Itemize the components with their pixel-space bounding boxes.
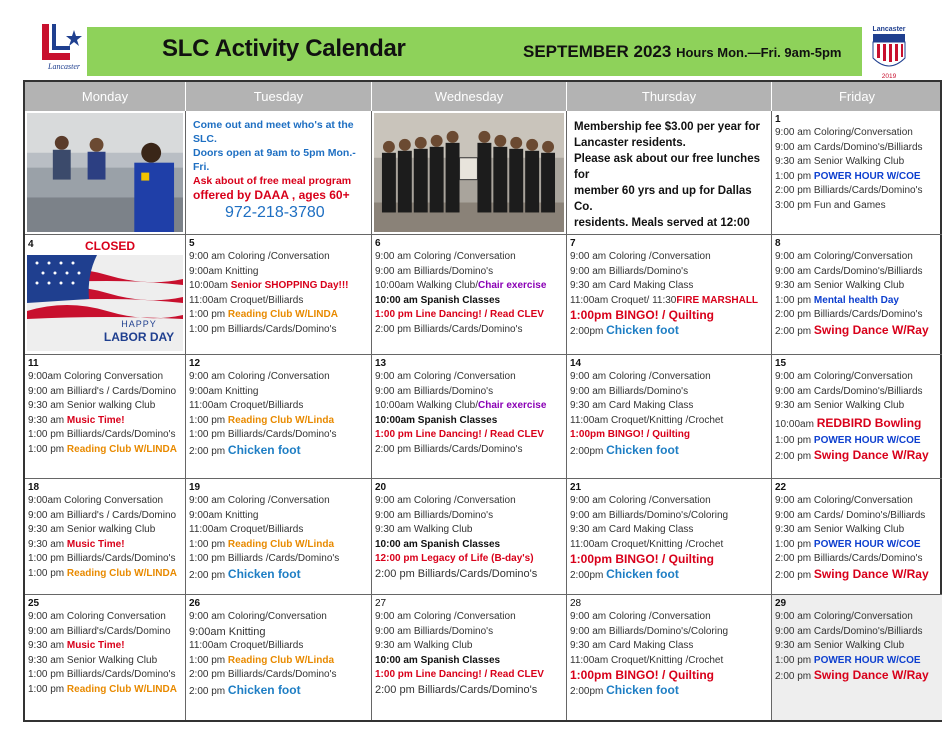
month-label: SEPTEMBER 2023 Hours Mon.—Fri. 9am-5pm <box>523 42 842 61</box>
phone-number: 972-218-3780 <box>225 204 325 221</box>
day-number: 4 <box>28 239 34 250</box>
photo-cell-kitchen <box>25 111 186 235</box>
day-cell-18: 18 9:00am Coloring Conversation 9:00 am Billiard's / Cards/Domino 9:30 am Senior walking Club 9:30 am Music Time! 1:00 pm Billiards/Cards/Domino's 1:00 pm Reading Club W/LINDA <box>25 479 186 595</box>
day-cell-1: 1 9:00 am Coloring/Conversation 9:00 am Cards/Domino's/Billiards 9:30 am Senior Walking Club 1:00 pm POWER HOUR W/COE 2:00 pm Billiards/Cards/Domino's 3:00 pm Fun and Games <box>772 111 942 235</box>
day-cell-19: 19 9:00 am Coloring /Conversation 9:00am Knitting 11:00am Croquet/Billiards 1:00 pm Reading Club W/Linda 1:00 pm Billiards /Cards/Domino's 2:00 pm Chicken foot <box>186 479 372 595</box>
day-number: 5 <box>189 238 195 249</box>
day-cell-27: 27 9:00 am Coloring /Conversation 9:00 am Billiards/Domino's 9:30 am Walking Club 10:00 am Spanish Classes 1:00 pm Line Dancing! / Read CLEV 2:00 pm Billiards/Cards/Domino's <box>372 595 567 720</box>
day-number: 26 <box>189 598 201 609</box>
day-number: 1 <box>775 114 781 125</box>
weekday-wednesday: Wednesday <box>372 82 567 111</box>
day-number: 15 <box>775 358 787 369</box>
title-bar <box>87 27 862 76</box>
labor-day-flag-icon <box>27 255 183 351</box>
svg-text:Lancaster: Lancaster <box>48 62 80 71</box>
svg-text:Lancaster: Lancaster <box>872 26 906 33</box>
day-cell-29: 29 9:00 am Coloring/Conversation 9:00 am Cards/Domino's/Billiards 9:30 am Senior Walking Club 1:00 pm POWER HOUR W/COE 2:00 pm Swing Dance W/Ray <box>772 595 942 720</box>
day-number: 20 <box>375 482 387 493</box>
day-cell-11: 11 9:00am Coloring Conversation 9:00 am Billiard's / Cards/Domino 9:30 am Senior walking Club 9:30 am Music Time! 1:00 pm Billiards/Cards/Domino's 1:00 pm Reading Club W/LINDA <box>25 355 186 479</box>
day-number: 22 <box>775 482 787 493</box>
calendar-grid <box>23 80 942 722</box>
tuesday-intro-cell: Come out and meet who's at the SLC. Doors open at 9am to 5pm Mon.- Fri. Ask about of free meal program offered by DAAA , ages 60+ 972-218-3780 <box>186 111 372 235</box>
day-number: 19 <box>189 482 201 493</box>
day-number: 11 <box>28 358 39 369</box>
kitchen-photo <box>27 113 183 232</box>
day-cell-22: 22 9:00 am Coloring/Conversation 9:00 am Cards/ Domino's/Billiards 9:30 am Senior Walking Club 1:00 pm POWER HOUR W/COE 2:00 pm Billiards/Cards/Domino's 2:00 pm Swing Dance W/Ray <box>772 479 942 595</box>
all-america-city-logo <box>866 24 912 80</box>
day-cell-7: 7 9:00 am Coloring /Conversation 9:00 am Billiards/Domino's 9:30 am Card Making Class 11:00am Croquet/ 11:30FIRE MARSHALL 1:00pm BINGO! / Quilting 2:00pm Chicken foot <box>567 235 772 355</box>
weekday-tuesday: Tuesday <box>186 82 372 111</box>
day-number: 18 <box>28 482 40 493</box>
day-cell-6: 6 9:00 am Coloring /Conversation 9:00 am Billiards/Domino's 10:00am Walking Club/Chair exercise 10:00 am Spanish Classes 1:00 pm Line Dancing! / Read CLEV 2:00 pm Billiards/Cards/Domino's <box>372 235 567 355</box>
day-cell-14: 14 9:00 am Coloring /Conversation 9:00 am Billiards/Domino's 9:30 am Card Making Class 11:00am Croquet/Knitting /Crochet 1:00pm BINGO! / Quilting 2:00pm Chicken foot <box>567 355 772 479</box>
day-cell-13: 13 9:00 am Coloring /Conversation 9:00 am Billiards/Domino's 10:00am Walking Club/Chair exercise 10:00am Spanish Classes 1:00 pm Line Dancing! / Read CLEV 2:00 pm Billiards/Cards/Domino's <box>372 355 567 479</box>
day-number: 8 <box>775 238 781 249</box>
svg-text:2019: 2019 <box>881 73 897 80</box>
day-cell-8: 8 9:00 am Coloring/Conversation 9:00 am Cards/Domino's/Billiards 9:30 am Senior Walking Club 1:00 pm Mental health Day 2:00 pm Billiards/Cards/Domino's 2:00 pm Swing Dance W/Ray <box>772 235 942 355</box>
day-number: 13 <box>375 358 387 369</box>
day-number: 28 <box>570 598 582 609</box>
day-cell-12: 12 9:00 am Coloring /Conversation 9:00am Knitting 11:00am Croquet/Billiards 1:00 pm Reading Club W/Linda 1:00 pm Billiards/Cards/Domino's 2:00 pm Chicken foot <box>186 355 372 479</box>
day-number: 21 <box>570 482 582 493</box>
svg-text:LABOR DAY: LABOR DAY <box>103 330 175 344</box>
svg-text:HAPPY: HAPPY <box>121 319 157 329</box>
group-photo <box>374 113 564 232</box>
day-cell-26: 26 9:00 am Coloring/Conversation 9:00am Knitting 11:00am Croquet/Billiards 1:00 pm Reading Club W/Linda 2:00 pm Billiards/Cards/Domino's 2:00 pm Chicken foot <box>186 595 372 720</box>
photo-cell-group <box>372 111 567 235</box>
day-number: 29 <box>775 598 787 609</box>
day-number: 25 <box>28 598 40 609</box>
day-cell-15: 15 9:00 am Coloring/Conversation 9:00 am Cards/Domino's/Billiards 9:30 am Senior Walking Club 10:00am REDBIRD Bowling 1:00 pm POWER HOUR W/COE 2:00 pm Swing Dance W/Ray <box>772 355 942 479</box>
lancaster-logo <box>38 22 90 78</box>
day-cell-28: 28 9:00 am Coloring /Conversation 9:00 am Billiards/Domino's/Coloring 9:30 am Card Making Class 11:00am Croquet/Knitting /Crochet 1:00pm BINGO! / Quilting 2:00pm Chicken foot <box>567 595 772 720</box>
closed-label: CLOSED <box>85 239 136 253</box>
hours-label: Hours Mon.—Fri. 9am-5pm <box>676 45 842 60</box>
day-number: 27 <box>375 598 387 609</box>
weekday-monday: Monday <box>25 82 186 111</box>
day-cell-21: 21 9:00 am Coloring /Conversation 9:00 am Billiards/Domino's/Coloring 9:30 am Card Making Class 11:00am Croquet/Knitting /Crochet 1:00pm BINGO! / Quilting 2:00pm Chicken foot <box>567 479 772 595</box>
page-title: SLC Activity Calendar <box>162 35 406 62</box>
thursday-intro-cell: Membership fee $3.00 per year for Lancaster residents. Please ask about our free lunches for member 60 yrs and up for Dallas Co. residents. Meals served at 12:00 <box>567 111 772 235</box>
day-cell-20: 20 9:00 am Coloring /Conversation 9:00 am Billiards/Domino's 9:30 am Walking Club 10:00 am Spanish Classes 12:00 pm Legacy of Life (B-day's) 2:00 pm Billiards/Cards/Domino's <box>372 479 567 595</box>
weekday-friday: Friday <box>838 89 876 104</box>
day-cell-25: 25 9:00 am Coloring Conversation 9:00 am Billiard's/Cards/Domino 9:30 am Music Time! 9:30 am Senior Walking Club 1:00 pm Billiards/Cards/Domino's 1:00 pm Reading Club W/LINDA <box>25 595 186 720</box>
weekday-thursday: Thursday <box>567 82 772 111</box>
day-number: 12 <box>189 358 201 369</box>
day-number: 7 <box>570 238 576 249</box>
day-number: 14 <box>570 358 582 369</box>
day-number: 6 <box>375 238 381 249</box>
day-cell-5: 5 9:00 am Coloring /Conversation 9:00am Knitting 10:00am Senior SHOPPING Day!!! 11:00am Croquet/Billiards 1:00 pm Reading Club W/LINDA 1:00 pm Billiards/Cards/Domino's <box>186 235 372 355</box>
day-cell-4 <box>25 235 186 355</box>
weekday-header-row <box>25 82 940 111</box>
